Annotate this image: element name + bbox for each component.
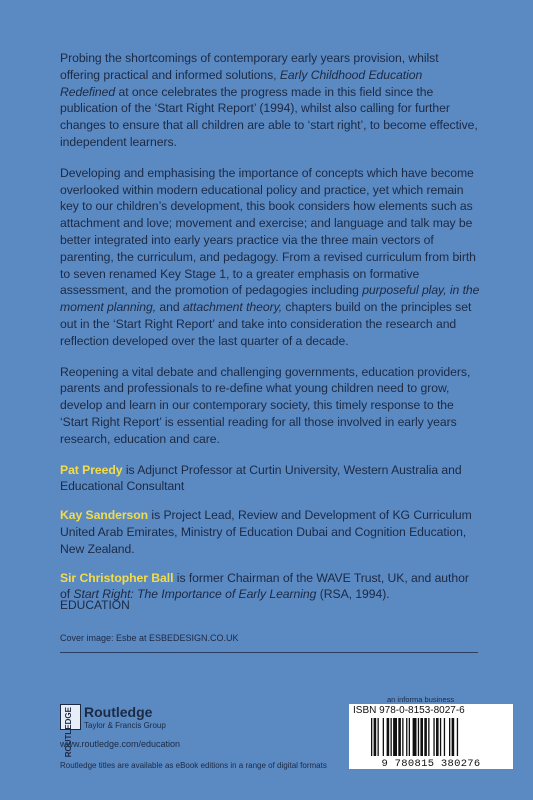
barcode-digits: 9 780815 380276 (381, 758, 481, 770)
publisher-name: Routledge (84, 704, 153, 720)
routledge-logo-icon: ROUTLEDGE (60, 704, 81, 730)
author-name: Pat Preedy (60, 462, 123, 477)
cover-credit: Cover image: Esbe at ESBEDESIGN.CO.UK (60, 633, 239, 643)
blurb-paragraph-1 (60, 50, 480, 151)
publisher-website: www.routledge.com/education (60, 739, 181, 749)
author-bio-text: is former Chairman of the WAVE Trust, UK, and author of (60, 570, 469, 602)
book-title: Start Right: The Importance of Early Learning (73, 587, 317, 602)
author-bio-kay-sanderson (60, 507, 480, 557)
ebook-note: Routledge titles are available as eBook editions in a range of digital formats (60, 761, 327, 770)
author-name: Kay Sanderson (60, 508, 149, 523)
barcode-icon (371, 718, 491, 758)
blurb-text: and (156, 300, 183, 315)
isbn-label: ISBN 978-0-8153-8027-6 (353, 705, 465, 716)
book-title: Early Childhood Education Redefined (60, 67, 423, 99)
blurb-paragraph-2 (60, 165, 480, 350)
blurb-text: chapters build on the principles set out in the ‘Start Right Report’ and take into consideration the research and reflection developed over the last quarter of a decade. (60, 300, 472, 348)
subject-category: EDUCATION (60, 598, 130, 612)
blurb-text: Probing the shortcomings of contemporary early years provision, whilst offering practical and informed solutions, (60, 51, 439, 82)
publisher-group: Taylor & Francis Group (84, 721, 166, 730)
informa-tagline: an informa business (387, 695, 455, 704)
emphasis-text: purposeful play, in the moment planning, (60, 283, 480, 315)
blurb-text: at once celebrates the progress made in this field since the publication of the ‘Start Right Report’ (1994), whilst also calling for further changes to ensure that all children are able to ‘start right’, to become effective, independent learners. (60, 84, 478, 149)
blurb-paragraph-3: Reopening a vital debate and challenging governments, education providers, parents and professionals to re-define what young children need to grow, develop and learn in our contemporary society, this timely response to the ‘Start Right Report’ is essential reading for all those involved in early years research, education and care. (60, 364, 471, 446)
author-name: Sir Christopher Ball (60, 570, 174, 585)
author-bio-text: is Project Lead, Review and Development of KG Curriculum United Arab Emirates, Ministry of Education Dubai and Cognition Education, New Zealand. (60, 508, 472, 556)
back-cover-blurb (60, 50, 480, 615)
blurb-text: Developing and emphasising the importance of concepts which have become overlooked within modern educational policy and practice, yet which remain key to our children’s development, this book considers how elements such as attachment and love; movement and exercise; and language and talk may be better integrated into early years practice via the three main vectors of parenting, the curriculum, and pedagogy. From a revised curriculum from birth to seven renamed Key Stage 1, to a greater emphasis on formative assessment, and the promotion of pedagogies including (60, 165, 476, 298)
divider (60, 652, 478, 653)
emphasis-text: attachment theory, (182, 300, 283, 315)
author-bio-pat-preedy (60, 462, 480, 496)
author-bio-text: is Adjunct Professor at Curtin University, Western Australia and Educational Consultant (60, 462, 462, 494)
author-bio-text: (RSA, 1994). (316, 587, 390, 602)
isbn-barcode-box (349, 704, 513, 769)
